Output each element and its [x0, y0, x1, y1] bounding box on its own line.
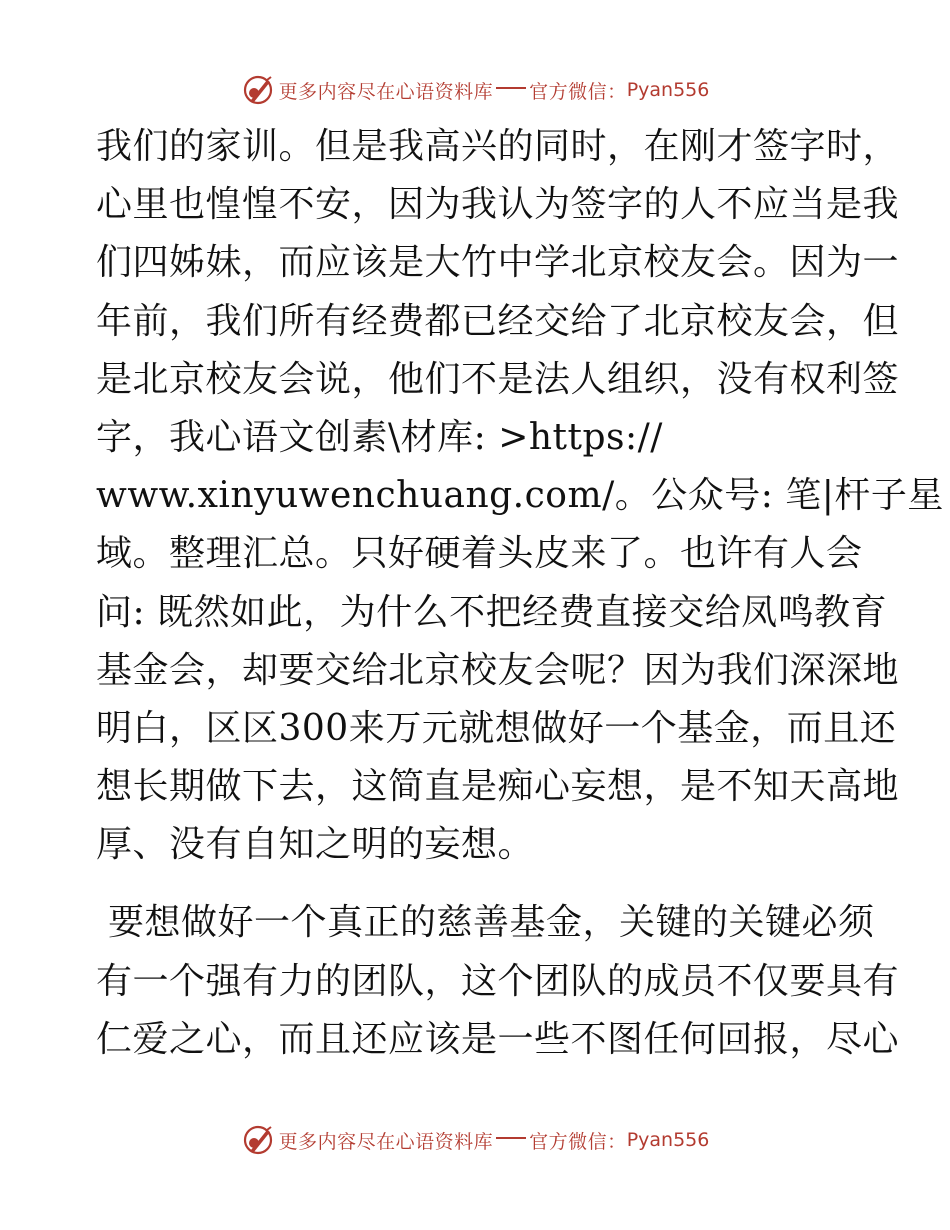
- footer-banner-text: 更多内容尽在心语资料库: [278, 1130, 494, 1153]
- text-line: 问: 既然如此，为什么不把经费直接交给凤鸣教育: [96, 591, 888, 633]
- text-line: 仁爱之心，而且还应该是一些不图任何回报，尽心: [96, 1018, 900, 1060]
- footer-wechat-label: 官方微信：: [529, 1130, 627, 1153]
- footer-watermark-banner: [0, 1122, 950, 1158]
- text-line: 域。整理汇总。只好硬着头皮来了。也许有人会: [96, 533, 863, 575]
- paragraph-1: [96, 118, 944, 874]
- text-line: 基金会，却要交给北京校友会呢？因为我们深深地: [96, 649, 900, 691]
- text-line: 我们的家训。但是我高兴的同时，在刚才签字时，: [96, 126, 900, 167]
- text-line: 心里也惶惶不安，因为我认为签字的人不应当是我: [96, 184, 900, 226]
- text-line: 年前，我们所有经费都已经交给了北京校友会，但: [96, 300, 900, 342]
- paragraph-2: [96, 894, 900, 1069]
- header-banner-text: 更多内容尽在心语资料库: [278, 80, 494, 103]
- text-line: 们四姊妹，而应该是大竹中学北京校友会。因为一: [96, 242, 900, 284]
- header-wechat-label: 官方微信：: [529, 80, 627, 103]
- footer-wechat-id: Pyan556: [626, 1129, 710, 1151]
- pen-logo-icon: [241, 73, 275, 107]
- text-line: 明白，区区300来万元就想做好一个基金，而且还: [96, 707, 897, 749]
- text-line: 厚、没有自知之明的妄想。: [96, 824, 535, 866]
- text-line: 要想做好一个真正的慈善基金，关键的关键必须: [96, 902, 875, 944]
- paragraph-spacer: [96, 874, 856, 894]
- text-line: 想长期做下去，这简直是痴心妄想，是不知天高地: [96, 766, 900, 808]
- document-body: [96, 118, 944, 1069]
- text-line: 有一个强有力的团队，这个团队的成员不仅要具有: [96, 960, 900, 1002]
- text-line: 字，我心语文创素\材库: >https://: [96, 416, 663, 458]
- text-line: 是北京校友会说，他们不是法人组织，没有权利签: [96, 358, 900, 400]
- header-watermark-banner: [0, 72, 950, 108]
- text-line: www.xinyuwenchuang.com/。公众号: 笔|杆子星: [96, 475, 944, 517]
- header-banner-divider: [496, 87, 526, 89]
- footer-banner-divider: [496, 1137, 526, 1139]
- pen-logo-icon: [241, 1123, 275, 1157]
- header-wechat-id: Pyan556: [626, 79, 710, 101]
